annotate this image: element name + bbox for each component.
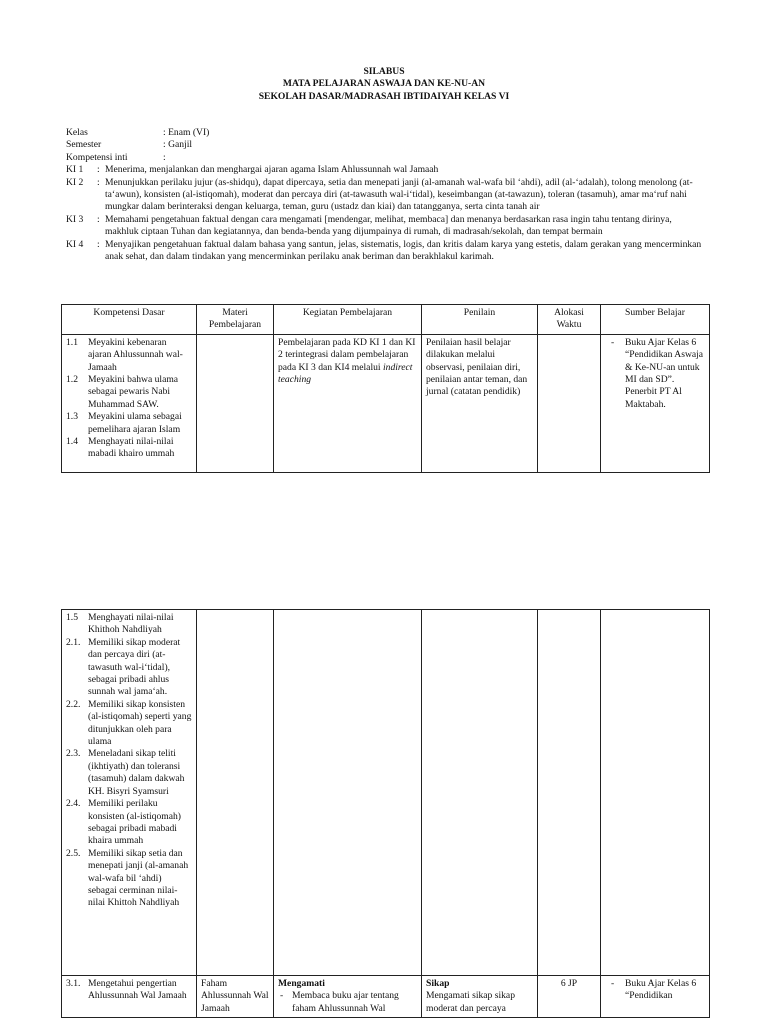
kegiatan-italic: indirect teaching	[278, 361, 413, 386]
kd-cell	[62, 610, 197, 976]
ki-text: Memahami pengetahuan faktual dengan cara mengamati [mendengar, melihat, membaca] dan menanya berdasarkan rasa ingin tahu tentang dirinya, makhluk ciptaan Tuhan dan kegiatannya, dan benda-benda yang dijumpainya di rumah, di madrasah/sekolah, dan tempat bermain	[105, 213, 672, 238]
kd-number: 1.3	[66, 411, 78, 423]
kd-text: Memiliki sikap moderat dan percaya diri (at-tawasuth wal-iʻtidal), sebagai pribadi ahlus sunnah wal jamaʻah.	[88, 636, 181, 698]
kd-item	[66, 337, 192, 374]
kelas-value: : Enam (VI)	[163, 127, 210, 138]
ki-code: KI 1	[66, 164, 84, 176]
kd-number: 2.2.	[66, 698, 81, 710]
kd-text: Menghayati nilai-nilai mabadi khairo ummah	[88, 436, 175, 460]
penilaian-text: Penilaian hasil belajar dilakukan melalui observasi, penilaian diri, penilaian antar teman, dan jurnal (catatan pendidik)	[426, 336, 528, 398]
kd-item	[66, 699, 192, 749]
alokasi-cell	[538, 334, 601, 472]
sumber-item	[605, 337, 705, 411]
ki-colon: :	[97, 164, 100, 176]
penilaian-heading: Sikap	[426, 978, 450, 989]
ki-3	[66, 214, 706, 239]
ki-code: KI 3	[66, 213, 84, 225]
syllabus-title: SILABUS	[363, 66, 405, 77]
semester-row	[66, 139, 706, 151]
ki-colon: :	[97, 238, 100, 250]
ki-text: Menyajikan pengetahuan faktual dalam bahasa yang santun, jelas, sistematis, logis, dan kritis dalam karya yang estetis, dalam gerakan yang mencerminkan anak sehat, dan dalam tindakan yang mencerminkan perilaku anak beriman dan berakhlakul karimah.	[105, 238, 702, 263]
kd-item	[66, 436, 192, 461]
penilaian-text: Mengamati sikap sikap moderat dan percaya	[426, 990, 515, 1014]
kegiatan-cell	[274, 334, 422, 472]
penilaian-cell	[422, 334, 538, 472]
materi-cell	[197, 610, 274, 976]
kegiatan-cell	[274, 610, 422, 976]
kd-cell	[62, 334, 197, 472]
kd-text: Meyakini kebenaran ajaran Ahlussunnah wal-Jamaah	[88, 336, 183, 373]
kd-text: Meyakini ulama sebagai pemelihara ajaran Islam	[88, 411, 182, 435]
kd-item	[66, 798, 192, 848]
kelas-label: Kelas	[66, 127, 88, 138]
kd-number: 1.5	[66, 612, 78, 623]
kegiatan-text: Pembelajaran pada KD KI 1 dan KI 2 terintegrasi dalam pembelajaran pada KI 3 dan KI4 melalui	[278, 336, 416, 373]
sumber-cell	[601, 610, 710, 976]
table-row	[62, 610, 710, 976]
materi-cell	[197, 334, 274, 472]
kegiatan-cell	[274, 976, 422, 1018]
kd-item	[66, 637, 192, 699]
ki-code: KI 4	[66, 238, 84, 250]
kd-number: 3.1.	[66, 978, 81, 989]
ki-colon: :	[97, 213, 100, 225]
ki-2	[66, 177, 706, 214]
alokasi-text: 6 JP	[560, 978, 578, 989]
kd-text: Memiliki sikap konsisten (al-istiqomah) seperti yang ditunjukkan oleh para ulama	[88, 698, 192, 748]
kd-number: 1.1	[66, 336, 78, 348]
kd-cell	[62, 976, 197, 1018]
kd-text: Meneladani sikap teliti (ikhtiyath) dan toleransi (tasamuh) dalam dakwah KH. Bisyri Syamsuri	[88, 748, 185, 797]
alokasi-cell	[538, 610, 601, 976]
kompetensi-inti-colon: :	[163, 151, 166, 163]
kd-item	[66, 748, 192, 798]
table-row	[62, 976, 710, 1018]
ki-4	[66, 239, 706, 264]
penilaian-cell	[422, 610, 538, 976]
ki-code: KI 2	[66, 176, 84, 188]
kd-item	[66, 848, 192, 910]
header-penilaian: Penilain	[422, 305, 538, 335]
header-kegiatan: Kegiatan Pembelajaran	[274, 305, 422, 335]
header-materi: Materi Pembelajaran	[197, 305, 274, 335]
materi-cell	[197, 976, 274, 1018]
semester-label: Semester	[66, 139, 102, 151]
kompetensi-inti-row	[66, 152, 706, 164]
sumber-text: Buku Ajar Kelas 6 “Pendidikan	[625, 978, 697, 1002]
table-row	[62, 334, 710, 472]
ki-colon: :	[97, 176, 100, 188]
kd-text: Mengetahui pengertian Ahlussunnah Wal Jamaah	[88, 978, 187, 1002]
kegiatan-text: Membaca buku ajar tentang faham Ahlussunnah Wal	[292, 990, 399, 1014]
penilaian-cell	[422, 976, 538, 1018]
semester-value: : Ganjil	[163, 139, 193, 151]
kd-number: 2.5.	[66, 847, 81, 859]
ki-text: Menerima, menjalankan dan menghargai ajaran agama Islam Ahlussunnah wal Jamaah	[105, 164, 439, 176]
ki-text: Menunjukkan perilaku jujur (as-shidqu), dapat dipercaya, setia dan menepati janji (al-amanah wal-wafa bil ʻahdi), adil (al-ʻadalah), tolong menolong (at-taʻawun), konsisten (al-istiqomah), moderat dan percaya diri (at-tawasuth wal-iʻtidal), keseimbangan (at-tawazun), toleran (tasamuh), amar maʻruf nahi mungkar dalam berinteraksi dengan keluarga, teman, guru (ustadz dan kiai) dan tatangganya, serta cinta tanah air	[105, 176, 693, 213]
syllabus-table-part1	[61, 304, 710, 473]
kd-item	[66, 978, 192, 1003]
kd-number: 1.2	[66, 374, 78, 386]
kd-text: Memiliki sikap setia dan menepati janji (al-amanah wal-wafa bil ʻahdi) sebagai cerminan nilai-nilai Khittoh Nahdliyah	[88, 847, 189, 909]
kd-number: 2.4.	[66, 798, 81, 810]
kd-text: Meyakini bahwa ulama sebagai pewaris Nabi Muhammad SAW.	[88, 374, 179, 410]
bullet-dash: -	[280, 990, 284, 1002]
syllabus-table-part2	[61, 609, 710, 1018]
table-header-row	[62, 305, 710, 335]
sumber-cell	[601, 334, 710, 472]
sumber-text: Buku Ajar Kelas 6 “Pendidikan Aswaja & Ke-NU-an untuk MI dan SD”. Penerbit PT Al Maktabah.	[625, 336, 704, 410]
materi-text: Faham Ahlussunnah Wal Jamaah	[201, 978, 269, 1014]
subject-title: MATA PELAJARAN ASWAJA DAN KE-NU-AN	[282, 78, 486, 89]
kd-number: 2.1.	[66, 636, 81, 648]
kd-text: Memiliki perilaku konsisten (al-istiqomah) sebagai pribadi mabadi khaira ummah	[88, 798, 181, 847]
kd-item	[66, 374, 192, 411]
school-title: SEKOLAH DASAR/MADRASAH IBTIDAIYAH KELAS VI	[258, 91, 510, 102]
kd-item	[66, 612, 192, 637]
header-kompetensi-dasar: Kompetensi Dasar	[62, 305, 197, 335]
sumber-item	[605, 978, 705, 1003]
header-alokasi: Alokasi Waktu	[538, 305, 601, 335]
bullet-dash: -	[611, 336, 615, 348]
bullet-dash: -	[611, 978, 615, 989]
kd-number: 2.3.	[66, 748, 81, 760]
sumber-cell	[601, 976, 710, 1018]
kelas-row	[66, 127, 706, 139]
kd-text: Menghayati nilai-nilai Khithoh Nahdliyah	[88, 612, 174, 636]
ki-1	[66, 164, 706, 176]
kd-number: 1.4	[66, 436, 78, 448]
kegiatan-heading: Mengamati	[278, 978, 325, 989]
kd-item	[66, 411, 192, 436]
kegiatan-item	[278, 990, 417, 1015]
header-sumber: Sumber Belajar	[601, 305, 710, 335]
course-meta	[66, 127, 706, 263]
alokasi-cell	[538, 976, 601, 1018]
kompetensi-inti-label: Kompetensi inti	[66, 151, 128, 163]
